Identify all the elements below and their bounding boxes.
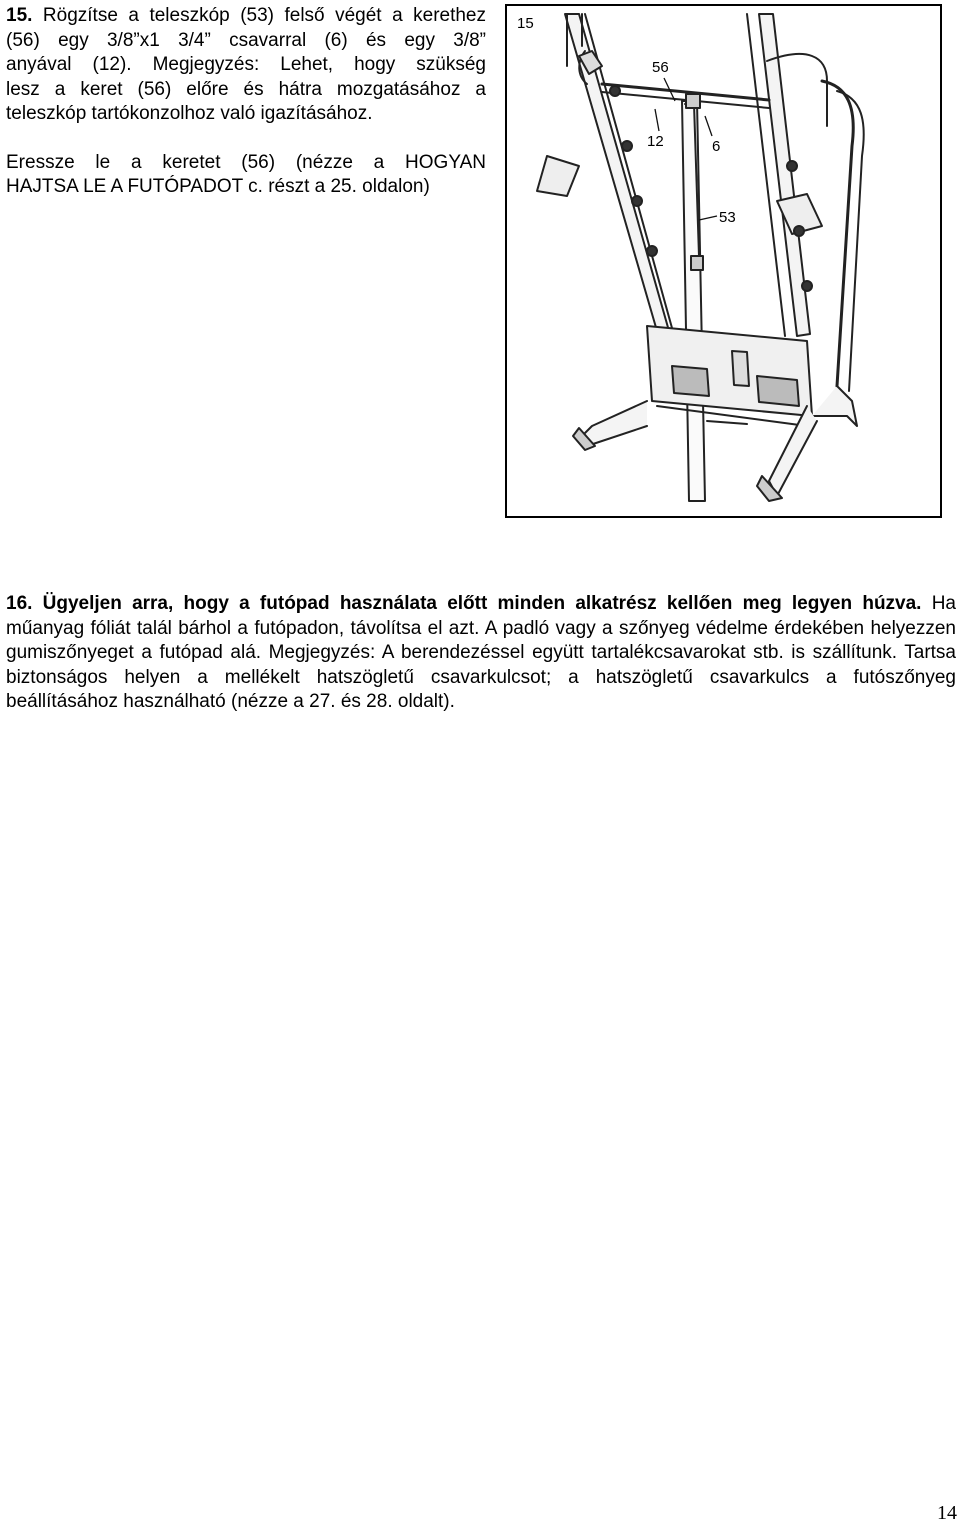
step-15-line-4: lesz a keret (56) előre és hátra mozgatásához a <box>6 78 486 100</box>
step-16-paragraph <box>6 592 956 715</box>
step-15-line-6: Eressze le a keretet (56) (nézze a HOGYAN <box>6 151 486 173</box>
step-15-line-7: HAJTSA LE A FUTÓPADOT c. részt a 25. oldalon) <box>6 176 430 197</box>
callout-56: 56 <box>652 59 669 76</box>
step-15-line-3: anyával (12). Megjegyzés: Lehet, hogy szükség <box>6 54 486 75</box>
step-16-number: 16. <box>6 593 33 614</box>
page-number: 14 <box>937 1502 957 1524</box>
step-15-line-1: 15. Rögzítse a teleszkóp (53) felső végét a kerethez <box>6 5 486 26</box>
step-16-bold-text: Ügyeljen arra, hogy a futópad használata előtt minden alkatrész kellően meg legyen húzva. <box>32 593 922 614</box>
step-16-instructions <box>6 592 956 715</box>
step-15-line-2: (56) egy 3/8”x1 3/4” csavarral (6) és egy 3/8” <box>6 29 486 51</box>
step-15-instructions <box>6 4 486 200</box>
figure-step-label: 15 <box>517 15 534 32</box>
callout-53: 53 <box>719 209 736 226</box>
callout-6: 6 <box>712 138 721 155</box>
step-15-line-5: teleszkóp tartókonzolhoz való igazításához. <box>6 103 373 124</box>
step-16-body-text: Ha műanyag fóliát talál bárhol a futópadon, távolítsa el azt. A padló vagy a szőnyeg védelme érdekében helyezzen gumiszőnyeget a futópad alá. Megjegyzés: A berendezéssel együtt tartalékcsavarokat stb. is szállítunk. Tartsa biztonságos helyen a mellékelt hatszögletű csavarkulcsot; a hatszögletű csavarkulcs a futószőnyeg beállításához használható (nézze a 27. és 28. oldalt). <box>6 593 956 713</box>
callout-12: 12 <box>647 133 664 150</box>
treadmill-illustration <box>507 6 940 516</box>
step-15-number: 15. <box>6 5 33 26</box>
treadmill-assembly-figure <box>505 4 942 518</box>
